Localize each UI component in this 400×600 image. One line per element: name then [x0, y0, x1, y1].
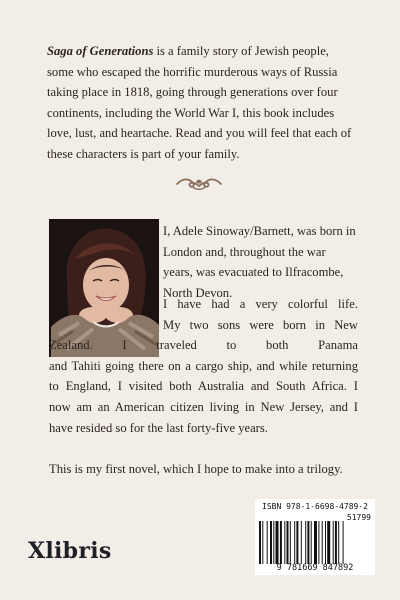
barcode-bar — [296, 521, 298, 564]
blurb-text: is a family story of Jewish people, some who escaped the horrific murderous ways of Russia taking place in 1818, going through generations over four continents, including the World War I, this book includes love, lust, and heartache. Read and you will feel that each of these characters is part of your family. — [47, 44, 352, 161]
barcode-bar — [333, 521, 334, 564]
barcode-bar — [325, 521, 326, 564]
barcode-bar — [307, 521, 309, 564]
bio-line: My two sons were born in New — [163, 317, 358, 332]
barcode-bar — [314, 521, 317, 564]
barcode-bar — [287, 521, 289, 564]
barcode-bar — [267, 521, 268, 564]
bio-line: to England, I visited both Australia and South Africa. I — [49, 379, 358, 394]
isbn-text: ISBN 978-1-6698-4789-2 — [262, 502, 368, 511]
barcode-bar — [305, 521, 306, 564]
isbn-barcode — [255, 499, 375, 575]
barcode-bars — [259, 521, 371, 564]
barcode-bar — [290, 521, 291, 564]
barcode-bar — [294, 521, 295, 564]
closing-note: This is my first novel, which I hope to make into a trilogy. — [49, 462, 343, 476]
author-bio-intro: I, Adele Sinoway/Barnett, was born in London and, throughout the war years, was evacuated to Ilfracombe, North Devon. — [163, 224, 356, 300]
price-code: 51799 — [346, 513, 371, 522]
bio-line: have resided so for the last forty-five years. — [49, 420, 268, 435]
barcode-bar — [259, 521, 261, 564]
bio-line: Zealand. I traveled to both Panama — [49, 338, 358, 353]
barcode-bar — [322, 521, 323, 564]
barcode-bar — [311, 521, 312, 564]
bio-line: and Tahiti going there on a cargo ship, and while returning — [49, 358, 358, 373]
publisher-logo: Xlibris — [28, 538, 112, 564]
book-title: Saga of Generations — [47, 44, 154, 58]
barcode-bar — [343, 521, 344, 564]
back-cover-blurb — [47, 41, 357, 165]
barcode-bar — [262, 521, 263, 564]
barcode-bar — [335, 521, 337, 564]
barcode-bar — [270, 521, 272, 564]
barcode-bar — [273, 521, 274, 564]
barcode-bar — [301, 521, 302, 564]
barcode-bar — [338, 521, 339, 564]
barcode-bar — [327, 521, 330, 564]
bio-line: I have had a very colorful life. — [163, 297, 358, 311]
barcode-bar — [284, 521, 285, 564]
barcode-bar — [280, 521, 282, 564]
flourish-ornament-icon — [175, 174, 223, 192]
bio-line: now am an American citizen living in New Jersey, and I — [49, 399, 358, 414]
barcode-bar — [276, 521, 279, 564]
author-bio-paragraph — [49, 294, 358, 438]
ean-number: 9 781669 847892 — [276, 563, 354, 573]
barcode-bar — [318, 521, 319, 564]
